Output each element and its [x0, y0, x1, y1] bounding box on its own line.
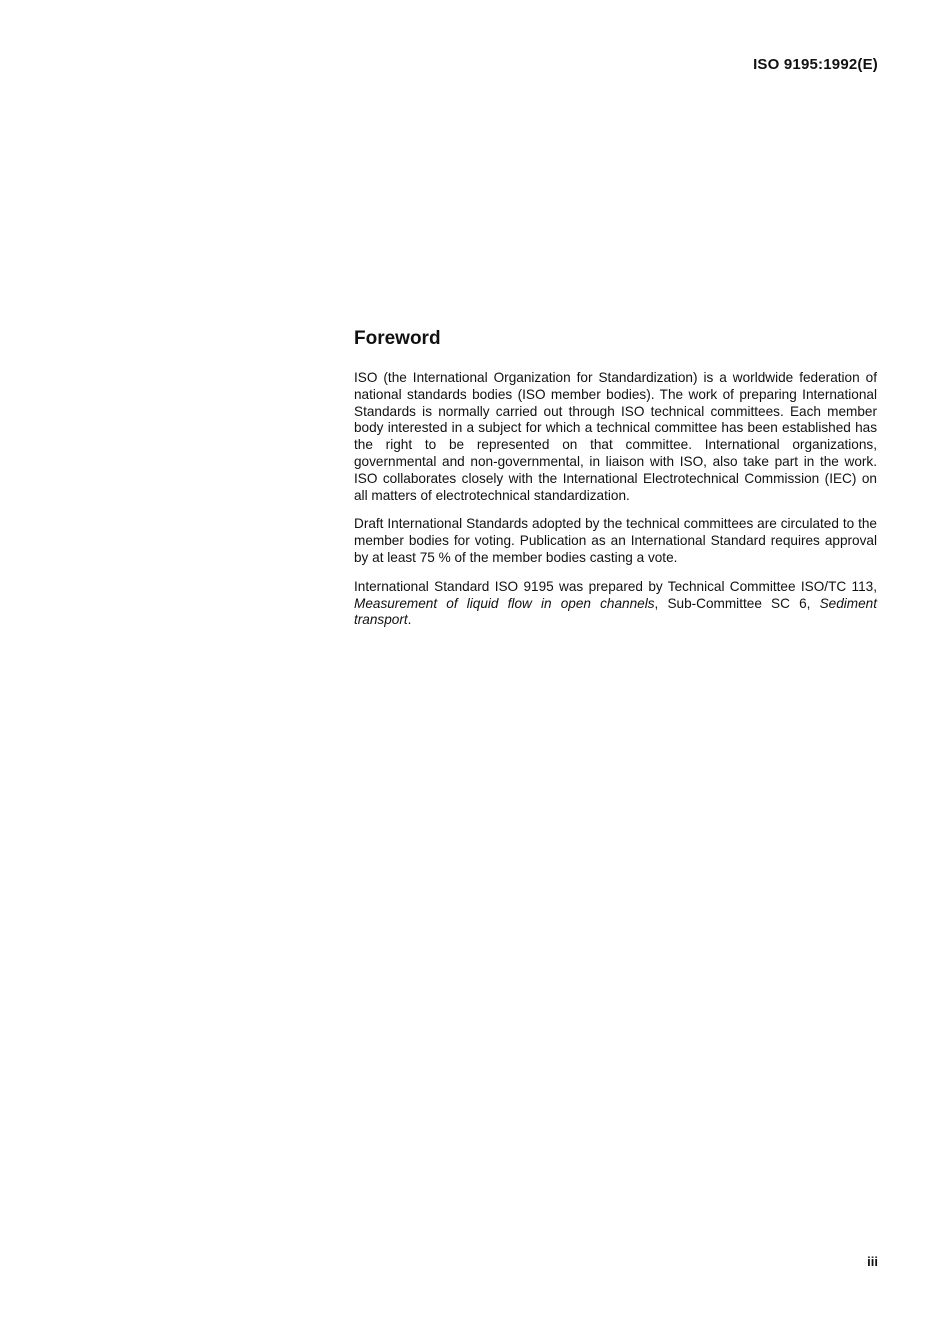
committee-title: Measurement of liquid flow in open channels: [354, 595, 655, 611]
foreword-paragraph-1: ISO (the International Organization for Standardization) is a worldwide federation of national standards bodies (ISO member bodies). The work of preparing International Standards is normally carried out through ISO technical committees. Each member body interested in a subject for which a technical committee has been established has the right to be represented on that committee. International organizations, governmental and non-governmental, in liaison with ISO, also take part in the work. ISO collaborates closely with the International Electrotechnical Commission (IEC) on all matters of electrotechnical standardization.: [354, 370, 877, 503]
foreword-section: [354, 328, 877, 641]
paragraph-3-text-2: , Sub-Committee SC 6,: [654, 595, 820, 611]
paragraph-3-text-1: International Standard ISO 9195 was prepared by Technical Committee ISO/TC 113,: [354, 578, 877, 594]
page-number: iii: [867, 1254, 878, 1269]
paragraph-3-text-3: .: [407, 612, 412, 628]
foreword-title: Foreword: [354, 328, 441, 349]
foreword-paragraph-2: Draft International Standards adopted by the technical committees are circulated to the member bodies for voting. Publication as an International Standard requires approval by at least 75 % of the member bodies casting a vote.: [354, 516, 877, 565]
foreword-paragraph-3: [354, 579, 877, 629]
document-identifier: ISO 9195:1992(E): [753, 56, 878, 73]
subcommittee-title: Sediment transport: [354, 595, 877, 628]
